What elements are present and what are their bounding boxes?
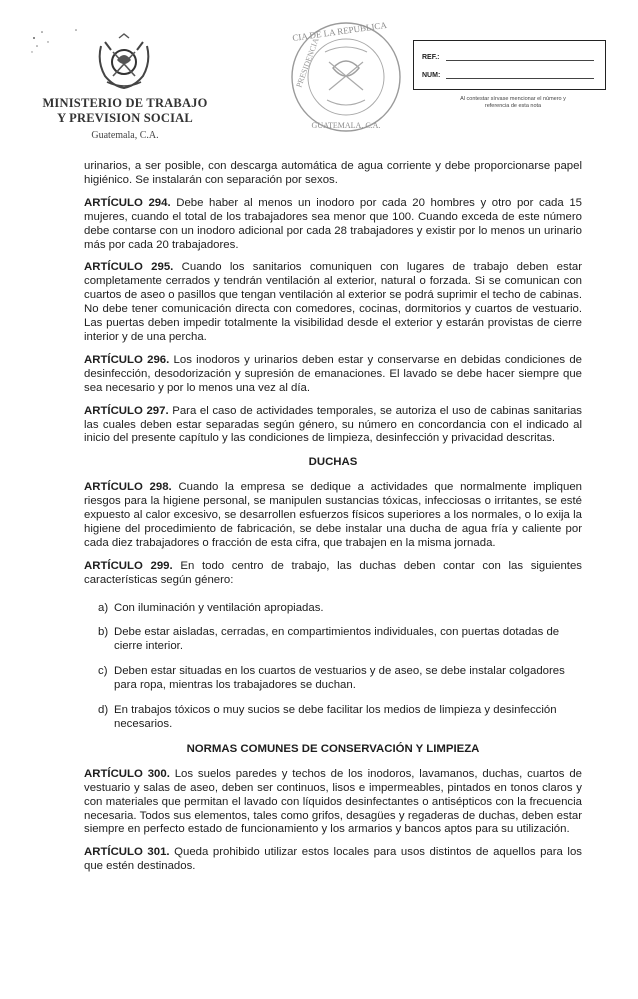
paragraph-intro: urinarios, a ser posible, con descarga automática de agua corriente y debe proporcionarse papel higiénico. Se instalarán con separación por sexos.: [84, 160, 582, 186]
article-295: [84, 261, 582, 344]
article-title: ARTÍCULO 299.: [84, 559, 173, 572]
ministry-name-line1: MINISTERIO DE TRABAJO: [42, 96, 208, 110]
official-seal-stamp: [283, 18, 409, 136]
ministry-header: [30, 96, 220, 141]
list-item-marker: d): [98, 704, 109, 717]
article-title: ARTÍCULO 298.: [84, 481, 172, 494]
list-item-marker: b): [98, 626, 109, 639]
document-body: [84, 160, 582, 883]
article-text: Los inodoros y urinarios deben estar y conservarse en debidas condiciones de desinfección, desodorización y supresión de emanaciones. El lavado se debe hacer siempre que sea necesario y por lo menos una vez al día.: [84, 353, 582, 394]
article-294: [84, 197, 582, 253]
article-300: [84, 768, 582, 838]
svg-text:GUATEMALA, C.A.: GUATEMALA, C.A.: [311, 121, 381, 130]
num-label: NUM:: [422, 72, 441, 79]
article-297: [84, 405, 582, 447]
section-heading-duchas: DUCHAS: [308, 456, 358, 469]
article-text: Los suelos paredes y techos de los inodoros, lavamanos, duchas, cuartos de vestuario y salas de aseo, deben ser continuos, lisos e impermeables, pintados en tonos claros y con materiales que permitan el lavado con líquidos desinfectantes o antisépticos con la frecuencia necesaria. Todos sus elementos, tales como grifos, desagües y regaderas de duchas, deben estar siempre en perfecto estado de funcionamiento y los armarios y bancos aptos para su utilización.: [84, 767, 582, 836]
article-298: [84, 481, 582, 551]
list-item: [98, 704, 582, 732]
reference-note-line1: Al contestar sírvase mencionar el número y: [460, 96, 566, 102]
ref-row: [422, 54, 594, 61]
article-title: ARTÍCULO 301.: [84, 846, 170, 859]
ministry-name-line2: Y PREVISION SOCIAL: [57, 111, 193, 125]
num-line: [446, 72, 594, 79]
list-item-marker: a): [98, 601, 109, 614]
list-item-marker: c): [98, 665, 108, 678]
ref-label: REF.:: [422, 54, 440, 61]
num-row: [422, 72, 594, 79]
ministry-city: Guatemala, C.A.: [91, 130, 159, 141]
reference-note-line2: referencia de esta nota: [484, 103, 542, 109]
article-title: ARTÍCULO 294.: [84, 196, 171, 209]
list-item-text: Deben estar situadas en los cuartos de vestuarios y de aseo, se debe instalar colgadores para ropa, mientras los trabajadores se duchan.: [114, 665, 565, 692]
list-item-text: Con iluminación y ventilación apropiadas.: [114, 601, 324, 614]
list-item: [98, 602, 582, 616]
article-301: [84, 846, 582, 874]
article-text: Queda prohibido utilizar estos locales para usos distintos de aquellos para los que estén destinados.: [84, 846, 582, 873]
svg-text:CIA DE LA REPUBLICA: CIA DE LA REPUBLICA: [291, 19, 388, 44]
coat-of-arms-icon: [93, 32, 155, 90]
article-text: Cuando la empresa se dedique a actividades que normalmente impliquen riesgos para la higiene personal, se manipulen sustancias tóxicas, infecciosas o irritantes, se esté expuesto al calor excesivo, se desarrollen esfuerzos físicos superiores a los normales, o lo exija la higiene del procedimiento de fabricación, se debe instalar una ducha de agua fría y caliente por cada diez trabajadores o fracción de esta cifra, que trabajen en la misma jornada.: [84, 481, 583, 549]
list-item: [98, 626, 582, 654]
article-text: Debe haber al menos un inodoro por cada 20 hombres y otro por cada 15 mujeres, cuando el total de los trabajadores sea menor que 100. Cuando exceda de este número debe contarse con un inodoro adicional por cada 28 trabajadores y existir por lo menos un urinario más por cada 20 trabajadores.: [84, 196, 582, 251]
section-heading-normas: NORMAS COMUNES DE CONSERVACIÓN Y LIMPIEZA: [186, 742, 480, 755]
list-item: [98, 665, 582, 693]
list-item-text: Debe estar aisladas, cerradas, en compartimientos individuales, con puertas dotadas de cierre interior.: [114, 626, 560, 653]
article-text: Cuando los sanitarios comuniquen con lugares de trabajo deben estar completamente cerrados y tendrán ventilación al exterior, natural o forzada. Si se comunican con cuartos de aseo o pasillos que tengan ventilación al exterior se podrá suprimir el techo de cabinas. No debe tener comunicación directa con comedores, cocinas, dormitorios y cuartos de vestuario. Las puertas deben impedir totalmente la visibilidad desde el exterior y estarán provistas de cierre interior y de una percha.: [84, 261, 583, 343]
article-title: ARTÍCULO 300.: [84, 767, 170, 780]
svg-text:PRESIDENCIA: PRESIDENCIA: [294, 36, 321, 89]
article-296: [84, 354, 582, 396]
article-title: ARTÍCULO 295.: [84, 261, 174, 274]
reference-note: [435, 96, 591, 110]
article-title: ARTÍCULO 296.: [84, 353, 170, 366]
decorative-dots: [28, 22, 88, 72]
reference-box: [413, 40, 606, 90]
list-item-text: En trabajos tóxicos o muy sucios se debe facilitar los medios de limpieza y desinfección necesarios.: [114, 704, 557, 730]
article-299: [84, 560, 582, 588]
article-text: En todo centro de trabajo, las duchas deben contar con las siguientes características según género:: [84, 559, 582, 586]
article-text: Para el caso de actividades temporales, se autoriza el uso de cabinas sanitarias las cuales deben estar separadas según género, su número en concordancia con el indicado al inicio del presente capítulo y las condiciones de limpieza, desinfección y privacidad descritas.: [84, 404, 583, 445]
ref-line: [446, 54, 594, 61]
article-title: ARTÍCULO 297.: [84, 404, 169, 417]
requirements-list: [98, 602, 582, 732]
